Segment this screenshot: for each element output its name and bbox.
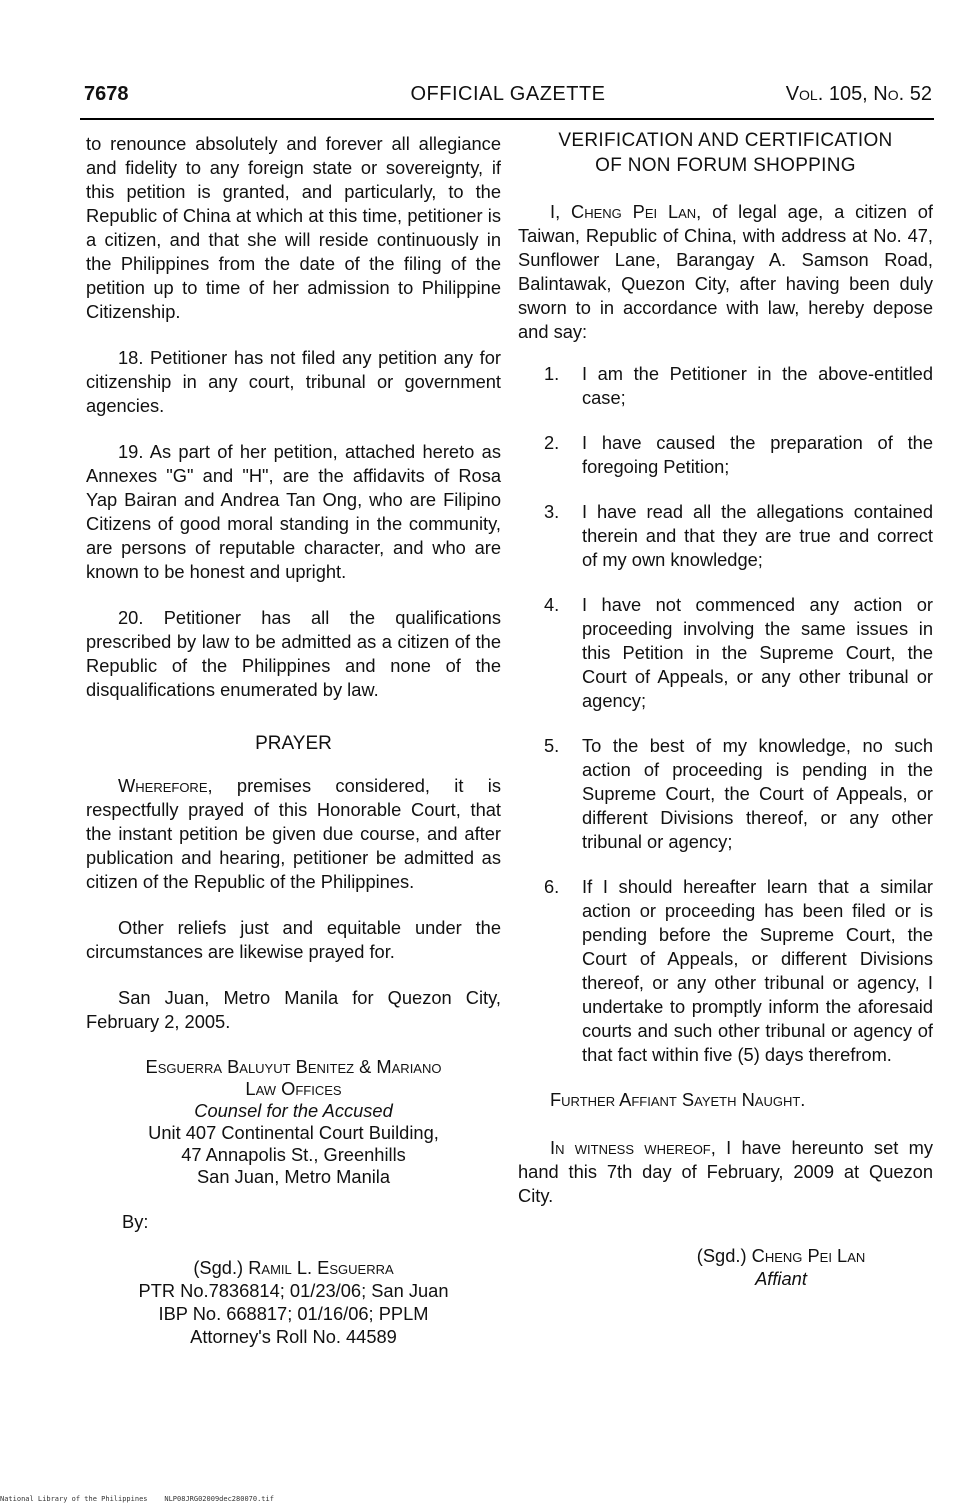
item-text: To the best of my knowledge, no such action of proceeding is pending in the Supreme Court, the Court of Appeals, or different Divisions thereof, or any other tribunal or agency; bbox=[582, 735, 933, 852]
page-header bbox=[84, 83, 932, 113]
scan-footer bbox=[0, 1495, 274, 1503]
right-column bbox=[518, 128, 933, 1290]
list-item bbox=[518, 875, 933, 1067]
intro-text: , of legal age, a citizen of Taiwan, Republic of China, with address at No. 47, Sunflower Lane, Barangay A. Samson Road, Balintawak, Quezon City, after having been duly sworn to in accordance with law, hereby depose and say: bbox=[518, 201, 933, 342]
footer-library: National Library of the Philippines bbox=[0, 1495, 148, 1503]
affidavit-list bbox=[518, 362, 933, 1067]
affiant-sign-line bbox=[676, 1244, 886, 1267]
page-number: 7678 bbox=[84, 83, 129, 105]
paragraph-19: 19. As part of her petition, attached hereto as Annexes "G" and "H", are the affidavits of Rosa Yap Bairan and Andrea Tan Ong, who are Filipino Citizens of good moral standing in the community, are persons of reputable character, and who are known to be honest and upright. bbox=[86, 441, 501, 582]
further-affiant: Further Affiant Sayeth Naught. bbox=[550, 1089, 806, 1110]
place-date: San Juan, Metro Manila for Quezon City, February 2, 2005. bbox=[86, 987, 501, 1032]
other-reliefs-paragraph: Other reliefs just and equitable under the circumstances are likewise prayed for. bbox=[86, 917, 501, 962]
verification-title-line-1: VERIFICATION AND CERTIFICATION bbox=[558, 130, 893, 151]
address-line-3: San Juan, Metro Manila bbox=[196, 1166, 391, 1187]
list-item bbox=[518, 734, 933, 854]
publication-title: OFFICIAL GAZETTE bbox=[410, 83, 606, 105]
address-line-1: Unit 407 Continental Court Building, bbox=[148, 1122, 439, 1143]
roll-number: Attorney's Roll No. 44589 bbox=[190, 1326, 397, 1347]
verification-title-line-2: OF NON FORUM SHOPPING bbox=[595, 155, 856, 176]
verification-title bbox=[518, 128, 933, 178]
list-item bbox=[518, 431, 933, 479]
ptr-number: PTR No.7836814; 01/23/06; San Juan bbox=[138, 1280, 449, 1301]
item-number: 6. bbox=[544, 876, 560, 897]
list-item bbox=[518, 593, 933, 713]
list-item bbox=[518, 362, 933, 410]
sgd-prefix: (Sgd.) bbox=[193, 1257, 249, 1278]
affiant-name: Cheng Pei Lan bbox=[751, 1245, 866, 1266]
item-number: 2. bbox=[544, 432, 560, 453]
firm-subtitle: Law Offices bbox=[245, 1078, 342, 1099]
signatory-line bbox=[86, 1256, 501, 1279]
counsel-role: Counsel for the Accused bbox=[194, 1100, 393, 1121]
item-text: I have caused the preparation of the foregoing Petition; bbox=[582, 432, 933, 477]
paragraph-20: 20. Petitioner has all the qualifications prescribed by law to be admitted as a citizen of the Republic of the Philippines and none of the disqualifications enumerated by law. bbox=[86, 607, 501, 700]
by-label: By: bbox=[122, 1211, 149, 1232]
header-rule bbox=[80, 118, 934, 120]
affiant-signature bbox=[676, 1244, 886, 1290]
affiant-sgd-prefix: (Sgd.) bbox=[696, 1245, 752, 1266]
item-number: 1. bbox=[544, 363, 560, 384]
footer-file: NLP08JRG02009dec280070.tif bbox=[164, 1495, 274, 1503]
volume-number: Vol. 105, No. 52 bbox=[785, 83, 932, 105]
counsel-block bbox=[86, 1056, 501, 1188]
address-line-2: 47 Annapolis St., Greenhills bbox=[181, 1144, 406, 1165]
item-text: I am the Petitioner in the above-entitled case; bbox=[582, 363, 933, 408]
item-text: If I should hereafter learn that a similar action or proceeding has been filed or is pending before the Supreme Court, the Court of Appeals, or different Divisions thereof, or any other tribunal or agency, I undertake to promptly inform the aforesaid courts and such other tribunal or agency of that fact within five (5) days therefrom. bbox=[582, 876, 933, 1065]
wherefore-lead: Wherefore, bbox=[118, 775, 213, 796]
firm-name: Esguerra Baluyut Benitez & Mariano bbox=[145, 1056, 442, 1077]
item-number: 4. bbox=[544, 594, 560, 615]
item-number: 5. bbox=[544, 735, 560, 756]
ibp-number: IBP No. 668817; 01/16/06; PPLM bbox=[158, 1303, 429, 1324]
signatory-name: Ramil L. Esguerra bbox=[248, 1257, 394, 1278]
intro-lead: I, bbox=[550, 201, 572, 222]
witness-paragraph bbox=[518, 1136, 933, 1208]
witness-lead: In witness whereof, bbox=[550, 1137, 716, 1158]
affidavit-intro bbox=[518, 200, 933, 344]
witness-text: I have hereunto set my hand this 7th day of February, 2009 at Quezon City. bbox=[518, 1137, 933, 1206]
paragraph-18: 18. Petitioner has not filed any petition any for citizenship in any court, tribunal or government agencies. bbox=[86, 347, 501, 416]
affiant-name-intro: Cheng Pei Lan bbox=[571, 201, 697, 222]
left-column bbox=[86, 132, 501, 1348]
item-text: I have not commenced any action or proceeding involving the same issues in this Petition in the Supreme Court, the Court of Appeals, or any other tribunal or agency; bbox=[582, 594, 933, 711]
signature-block bbox=[86, 1256, 501, 1348]
prayer-heading: PRAYER bbox=[255, 733, 332, 754]
item-number: 3. bbox=[544, 501, 560, 522]
affiant-label: Affiant bbox=[755, 1268, 807, 1289]
list-item bbox=[518, 500, 933, 572]
wherefore-text: premises considered, it is respectfully prayed of this Honorable Court, that the instant petition be given due course, and after publication and hearing, petitioner be admitted as citizen of the Republic of the Philippines. bbox=[86, 775, 501, 892]
wherefore-paragraph bbox=[86, 774, 501, 894]
continuation-paragraph: to renounce absolutely and forever all allegiance and fidelity to any foreign state or sovereignty, if this petition is granted, and particularly, to the Republic of China at which at this time, petitioner is a citizen, and that she will reside continuously in the Philippines from the date of the filing of the petition up to time of her admission to Philippine Citizenship. bbox=[86, 133, 501, 322]
item-text: I have read all the allegations contained therein and that they are true and correct of my own knowledge; bbox=[582, 501, 933, 570]
